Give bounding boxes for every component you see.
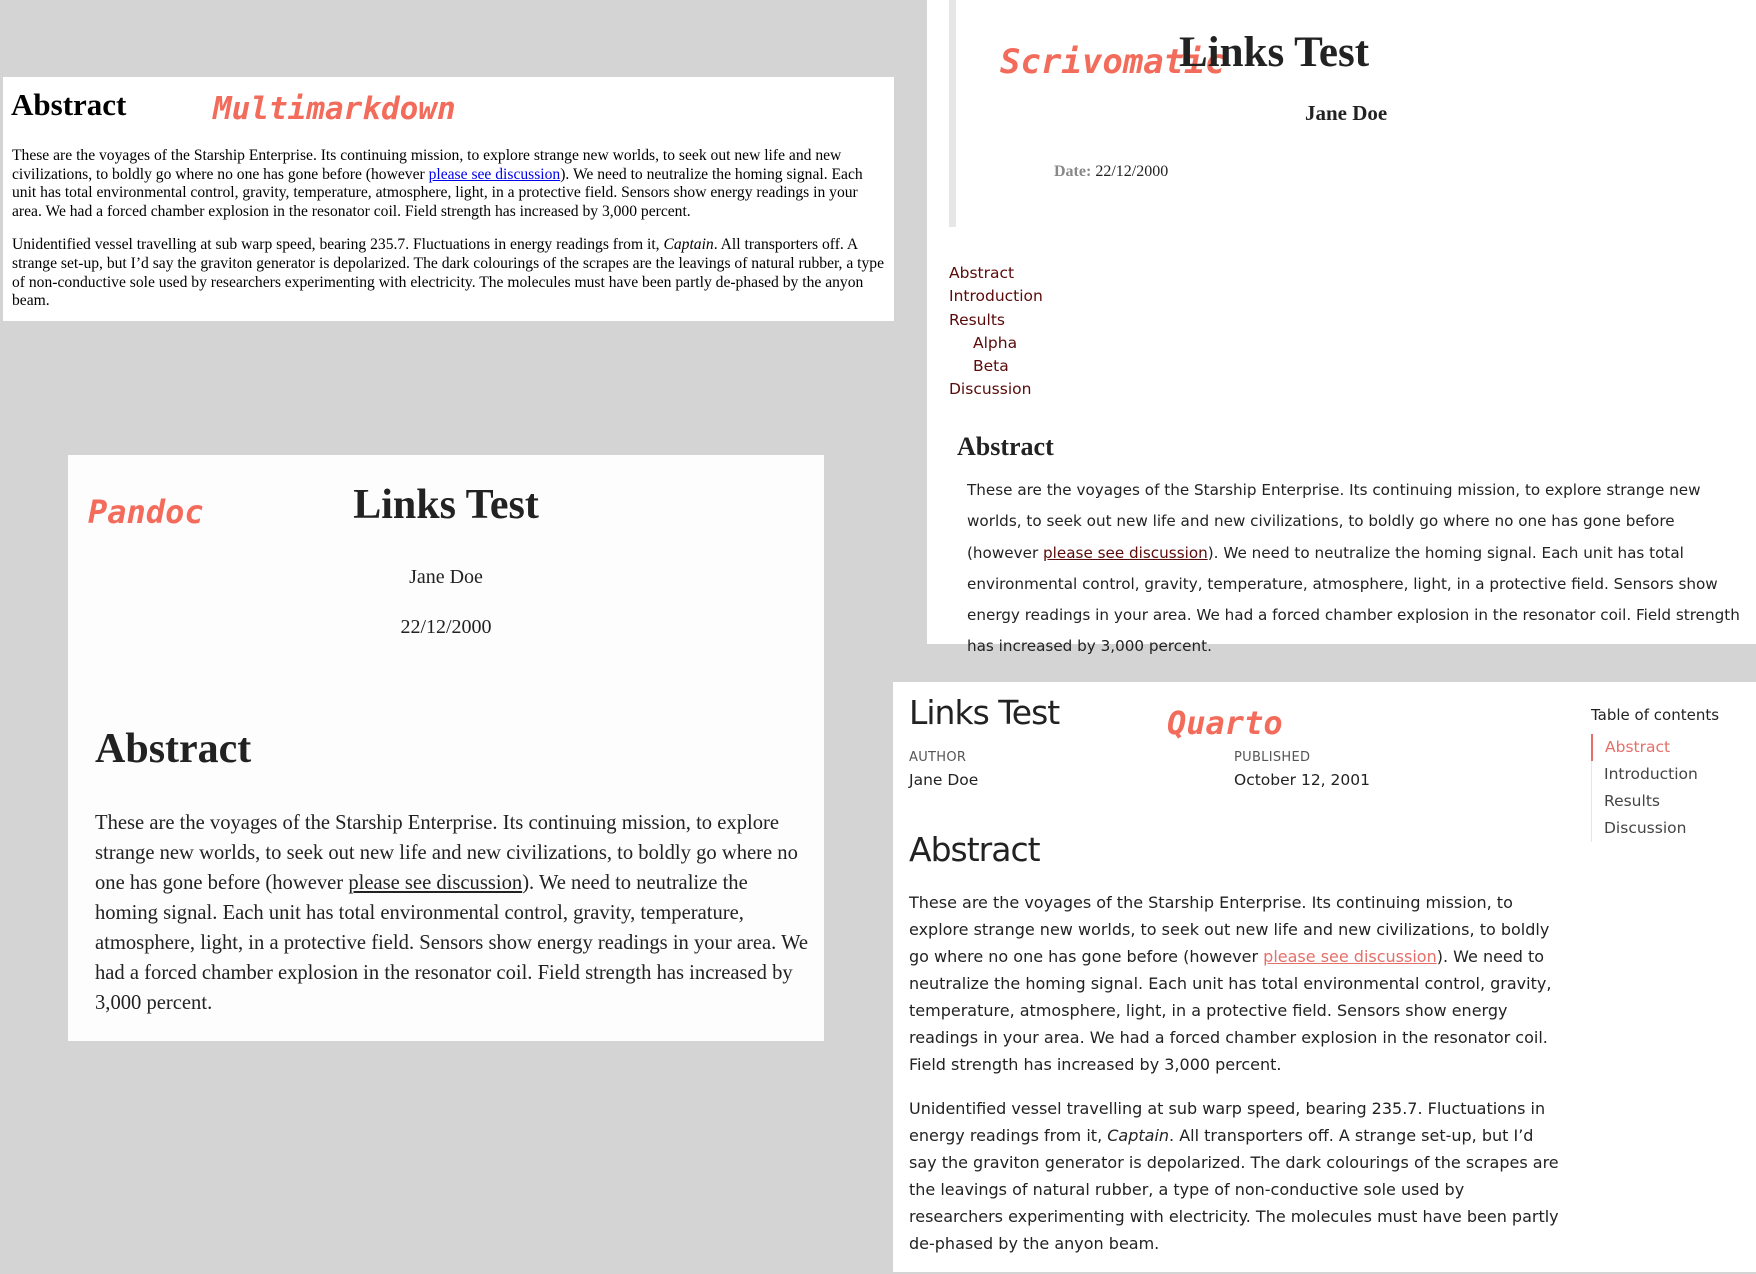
document-author: Jane Doe (909, 771, 979, 789)
text: Unidentified vessel travelling at sub warp speed, bearing 235.7. Fluctuations in energy readings from it, (12, 236, 664, 254)
toc-item-discussion[interactable]: Discussion (949, 380, 1032, 399)
abstract-body (95, 808, 809, 1018)
discussion-link[interactable]: please see discussion (348, 872, 523, 894)
paragraph (909, 1095, 1563, 1257)
toc-item-results[interactable]: Results (949, 310, 1005, 329)
multimarkdown-panel (3, 77, 894, 321)
renderer-label: Quarto (1167, 704, 1283, 742)
date-label: Date: (1054, 163, 1092, 180)
document-date: 22/12/2000 (400, 616, 492, 638)
abstract-body (12, 147, 888, 326)
abstract-heading: Abstract (11, 87, 127, 122)
text: ). We need to neutralize the homing signal. Each unit has total environmental control, gravity, temperature, atmosphere, light, in a protective field. Sensors show energy readings in your area. We had a forced chamber explosion in the resonator coil. Field strength has increased by 3,000 percent. (967, 543, 1740, 656)
emphasis: Captain (663, 236, 714, 254)
paragraph (95, 808, 809, 1018)
toc-item-abstract[interactable]: Abstract (1591, 734, 1698, 761)
document-title: Links Test (353, 482, 539, 528)
document-title: Links Test (1179, 29, 1370, 76)
author-label: AUTHOR (909, 750, 967, 765)
text: These are the voyages of the Starship Enterprise. Its continuing mission, to explore strange new worlds, to seek out new life and new civilizations, to boldly go where no one has gone before (however (909, 893, 1550, 966)
paragraph (967, 475, 1741, 663)
text: ). We need to neutralize the homing signal. Each unit has total environmental control, gravity, temperature, atmosphere, light, in a protective field. Sensors show energy readings in your area. We had a forced chamber explosion in the resonator coil. Field strength has increased by 3,000 percent. (95, 872, 809, 1014)
abstract-heading: Abstract (909, 830, 1040, 869)
toc-item-introduction[interactable]: Introduction (1604, 765, 1698, 783)
text: . All transporters off. A strange set-up, but I’d say the graviton generator is depolarized. The dark colourings of the scrapes are the leavings of natural rubber, a type of non-conductive sole used by researchers experimenting with electricity. The molecules must have been partly de-phased by the anyon beam. (909, 1126, 1559, 1253)
header-border (949, 0, 956, 227)
abstract-body (909, 889, 1563, 1274)
text: These are the voyages of the Starship Enterprise. Its continuing mission, to explore strange new worlds, to seek out new life and new civilizations, to boldly go where no one has gone before (however (95, 812, 798, 894)
toc-item-beta[interactable]: Beta (973, 357, 1009, 376)
text: ). We need to neutralize the homing signal. Each unit has total environmental control, gravity, temperature, atmosphere, light, in a protective field. Sensors show energy readings in your area. We had a forced chamber explosion in the resonator coil. Field strength has increased by 3,000 percent. (12, 165, 863, 220)
renderer-label: Scrivomatic (1000, 42, 1226, 82)
toc-item-discussion[interactable]: Discussion (1604, 819, 1687, 837)
document-author: Jane Doe (409, 566, 483, 588)
document-title: Links Test (909, 693, 1060, 732)
document-date: October 12, 2001 (1234, 771, 1370, 789)
emphasis: Captain (1107, 1126, 1170, 1145)
toc-item-results[interactable]: Results (1604, 792, 1660, 810)
text: Unidentified vessel travelling at sub warp speed, bearing 235.7. Fluctuations in energy readings from it, (909, 1099, 1546, 1145)
paragraph (12, 236, 888, 310)
renderer-label: Pandoc (88, 493, 204, 531)
text: These are the voyages of the Starship Enterprise. Its continuing mission, to explore strange new worlds, to seek out new life and new civilizations, to boldly go where no one has gone before (however (967, 481, 1701, 562)
discussion-link[interactable]: please see discussion (428, 165, 561, 183)
date-value: 22/12/2000 (1095, 163, 1169, 180)
text: . All transporters off. A strange set-up, but I’d say the graviton generator is depolarized. The dark colourings of the scrapes are the leavings of natural rubber, a type of non-conductive sole used by researchers experimenting with electricity. The molecules must have been partly de-phased by the anyon beam. (12, 236, 885, 310)
toc-title: Table of contents (1591, 706, 1720, 724)
document-author: Jane Doe (1305, 101, 1388, 125)
published-label: PUBLISHED (1234, 750, 1311, 765)
abstract-heading: Abstract (95, 726, 252, 772)
quarto-panel (893, 682, 1756, 1272)
toc-item-alpha[interactable]: Alpha (973, 333, 1018, 352)
text: These are the voyages of the Starship Enterprise. Its continuing mission, to explore strange new worlds, to seek out new life and new civilizations, to boldly go where no one has gone before (however (12, 147, 842, 183)
abstract-heading: Abstract (957, 432, 1054, 461)
pandoc-panel (68, 455, 824, 1041)
paragraph (909, 889, 1563, 1078)
table-of-contents (949, 262, 1043, 402)
toc-item-abstract[interactable]: Abstract (949, 264, 1015, 282)
text: ). We need to neutralize the homing signal. Each unit has total environmental control, gravity, temperature, atmosphere, light, in a protective field. Sensors show energy readings in your area. We had a forced chamber explosion in the resonator coil. Field strength has increased by 3,000 percent. (909, 947, 1552, 1074)
paragraph (12, 147, 888, 221)
renderer-label: Multimarkdown (213, 91, 456, 127)
discussion-link[interactable]: please see discussion (1043, 543, 1208, 562)
discussion-link[interactable]: please see discussion (1263, 947, 1437, 966)
abstract-body (967, 475, 1741, 663)
document-date (1054, 163, 1168, 181)
table-of-contents (1591, 734, 1698, 842)
toc-item-introduction[interactable]: Introduction (949, 287, 1043, 306)
scrivomatic-panel (927, 0, 1756, 656)
